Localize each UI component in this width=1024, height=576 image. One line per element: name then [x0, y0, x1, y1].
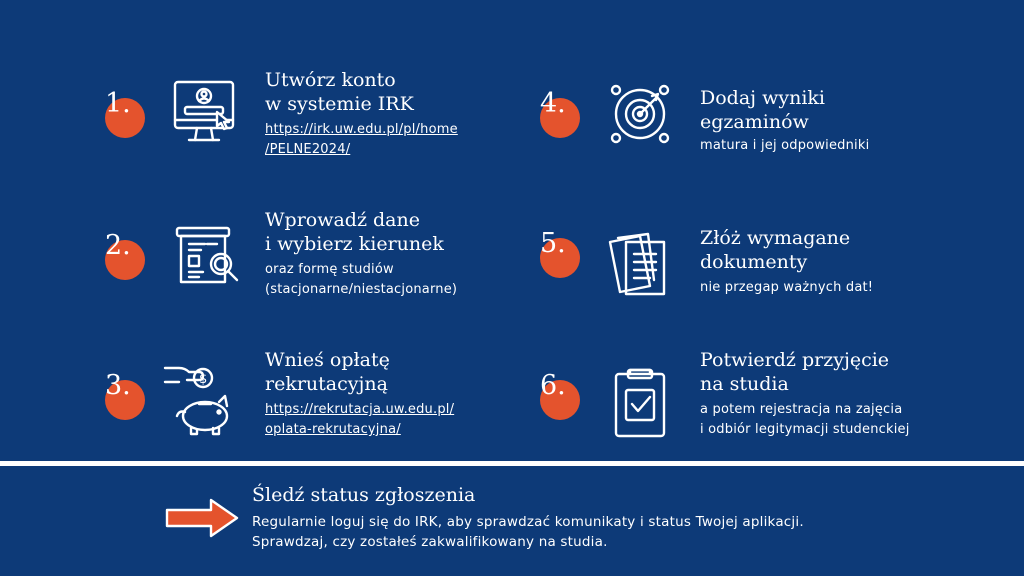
step-subtitle: a potem rejestracja na zajęcia i odbiór legitymacji studenckiej — [700, 402, 910, 437]
step-5 — [540, 226, 1010, 336]
fee-link[interactable]: https://rekrutacja.uw.edu.pl/ oplata-rekrutacyjna/ — [265, 402, 455, 437]
tracking-line-1: Regularnie loguj się do IRK, aby sprawdzać komunikaty i status Twojej aplikacji. — [252, 514, 804, 530]
step-subtitle: oraz formę studiów (stacjonarne/niestacjonarne) — [265, 262, 458, 297]
documents-icon — [604, 226, 676, 302]
clipboard-check-icon — [604, 364, 676, 440]
step-2 — [105, 208, 575, 318]
tracking-description — [252, 512, 804, 552]
tracking-title: Śledź status zgłoszenia — [252, 484, 476, 506]
coin-piggy-bank-icon — [161, 360, 241, 440]
step-title: Złóż wymagane dokumenty — [700, 227, 851, 273]
step-number: 1. — [105, 88, 131, 119]
svg-text:$: $ — [199, 372, 208, 387]
step-number-badge — [540, 228, 580, 278]
step-number-badge — [540, 88, 580, 138]
step-title: Utwórz konto w systemie IRK — [265, 69, 414, 115]
step-number: 2. — [105, 230, 131, 261]
step-number: 5. — [540, 228, 566, 259]
step-title: Wnieś opłatę rekrutacyjną — [265, 349, 390, 395]
step-title: Dodaj wyniki egzaminów — [700, 87, 825, 133]
step-3 — [105, 348, 575, 458]
step-1 — [105, 68, 575, 178]
target-icon — [604, 78, 676, 150]
step-title: Potwierdź przyjęcie na studia — [700, 349, 890, 395]
irk-link[interactable]: https://irk.uw.edu.pl/pl/home /PELNE2024/ — [265, 122, 458, 157]
step-title: Wprowadź dane i wybierz kierunek — [265, 209, 444, 255]
step-subtitle: nie przegap ważnych dat! — [700, 280, 874, 295]
step-number: 4. — [540, 88, 566, 119]
step-number-badge — [105, 230, 145, 280]
step-subtitle: matura i jej odpowiedniki — [700, 138, 870, 153]
step-number-badge — [540, 370, 580, 420]
computer-user-login-icon — [169, 76, 241, 148]
step-number: 6. — [540, 370, 566, 401]
step-6 — [540, 348, 1010, 458]
document-search-icon — [169, 220, 243, 294]
step-number-badge — [105, 370, 145, 420]
step-number: 3. — [105, 370, 131, 401]
tracking-line-2: Sprawdzaj, czy zostałeś zakwalifikowany na studia. — [252, 534, 608, 550]
step-4 — [540, 86, 1010, 196]
divider — [0, 461, 1024, 466]
step-number-badge — [105, 88, 145, 138]
arrow-right-icon — [164, 497, 240, 539]
